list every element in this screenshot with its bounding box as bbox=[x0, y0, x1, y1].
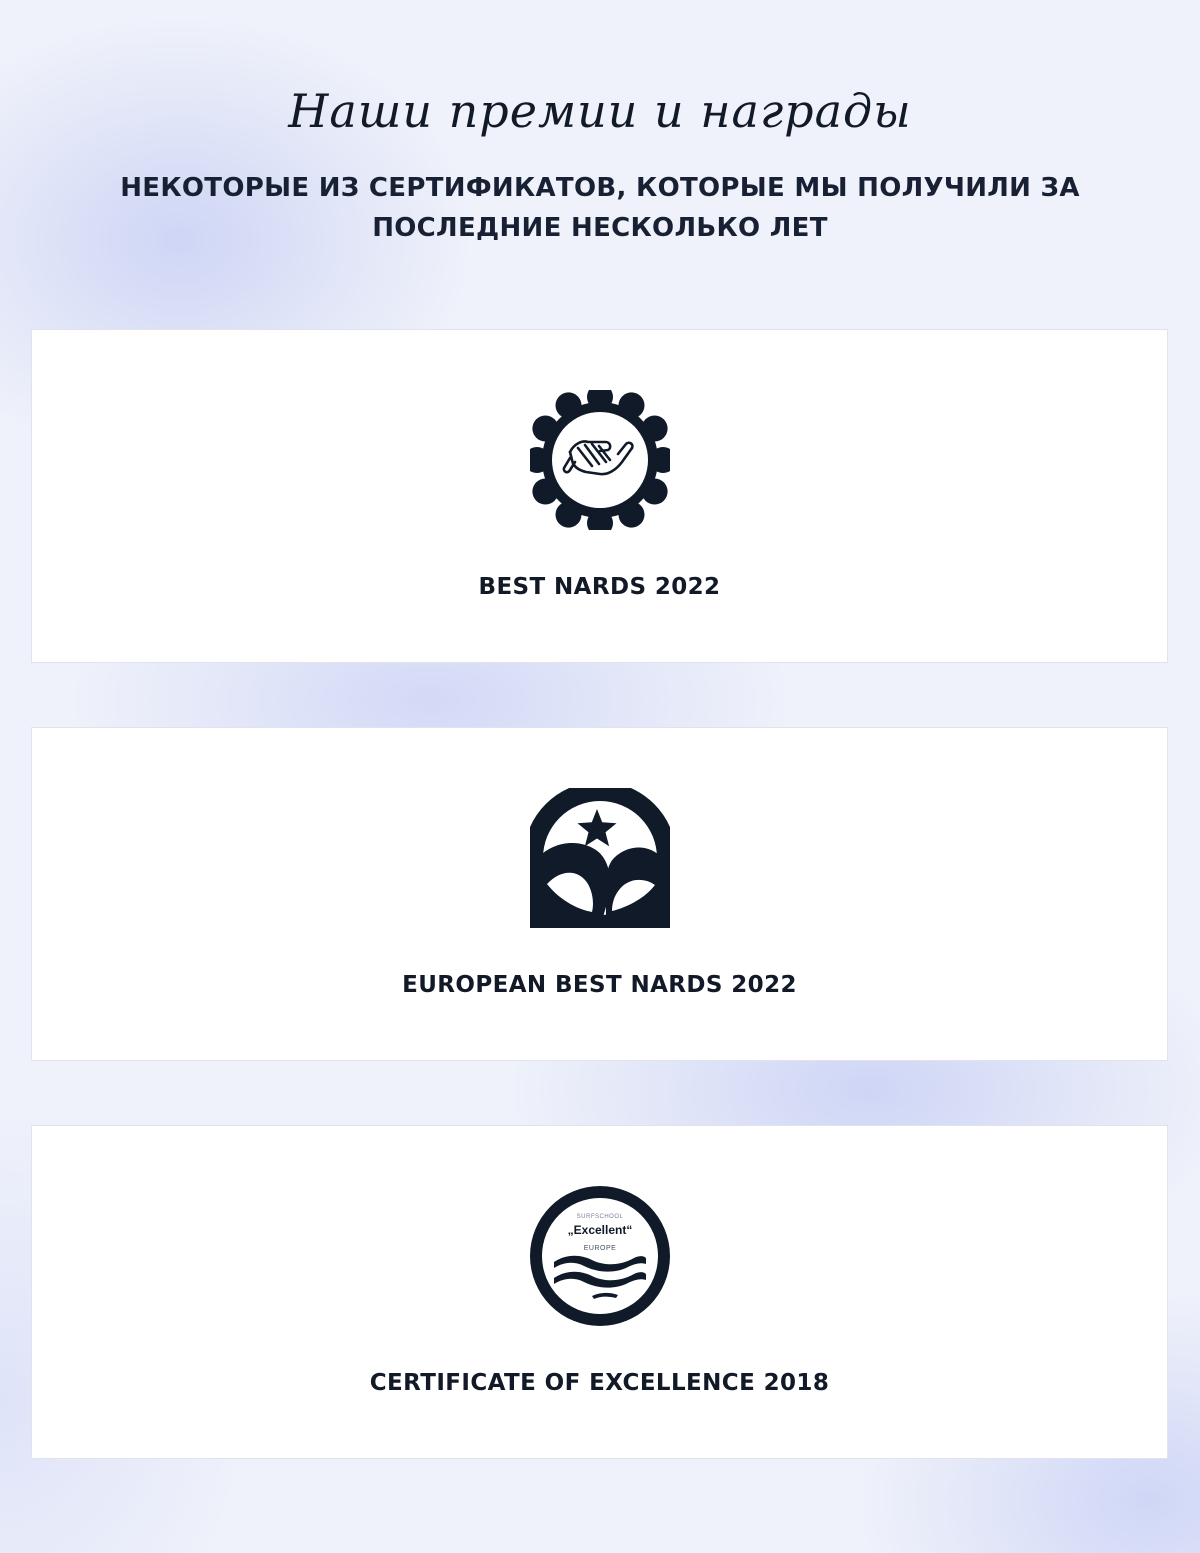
award-label: BEST NARDS 2022 bbox=[478, 574, 721, 600]
seal-bottom-text: EUROPE bbox=[583, 1245, 617, 1252]
seal-main-text: „Excellent“ bbox=[567, 1223, 633, 1237]
section-title: Наши премии и награды bbox=[288, 84, 912, 138]
award-label: EUROPEAN BEST NARDS 2022 bbox=[402, 972, 797, 998]
award-card-european-best-nards bbox=[31, 727, 1168, 1061]
award-label: CERTIFICATE OF EXCELLENCE 2018 bbox=[369, 1370, 830, 1396]
star-hills-badge-icon bbox=[530, 788, 670, 928]
award-card-certificate-of-excellence bbox=[31, 1125, 1168, 1459]
award-card-best-nards bbox=[31, 329, 1168, 663]
awards-header bbox=[0, 76, 1200, 248]
excellent-waves-seal-icon bbox=[530, 1186, 670, 1326]
seal-top-text: SURFSCHOOL bbox=[576, 1214, 624, 1220]
section-subtitle: НЕКОТОРЫЕ ИЗ СЕРТИФИКАТОВ, КОТОРЫЕ МЫ ПОЛУЧИЛИ ЗА ПОСЛЕДНИЕ НЕСКОЛЬКО ЛЕТ bbox=[120, 173, 1080, 243]
shaka-hand-gear-badge-icon bbox=[530, 390, 670, 530]
